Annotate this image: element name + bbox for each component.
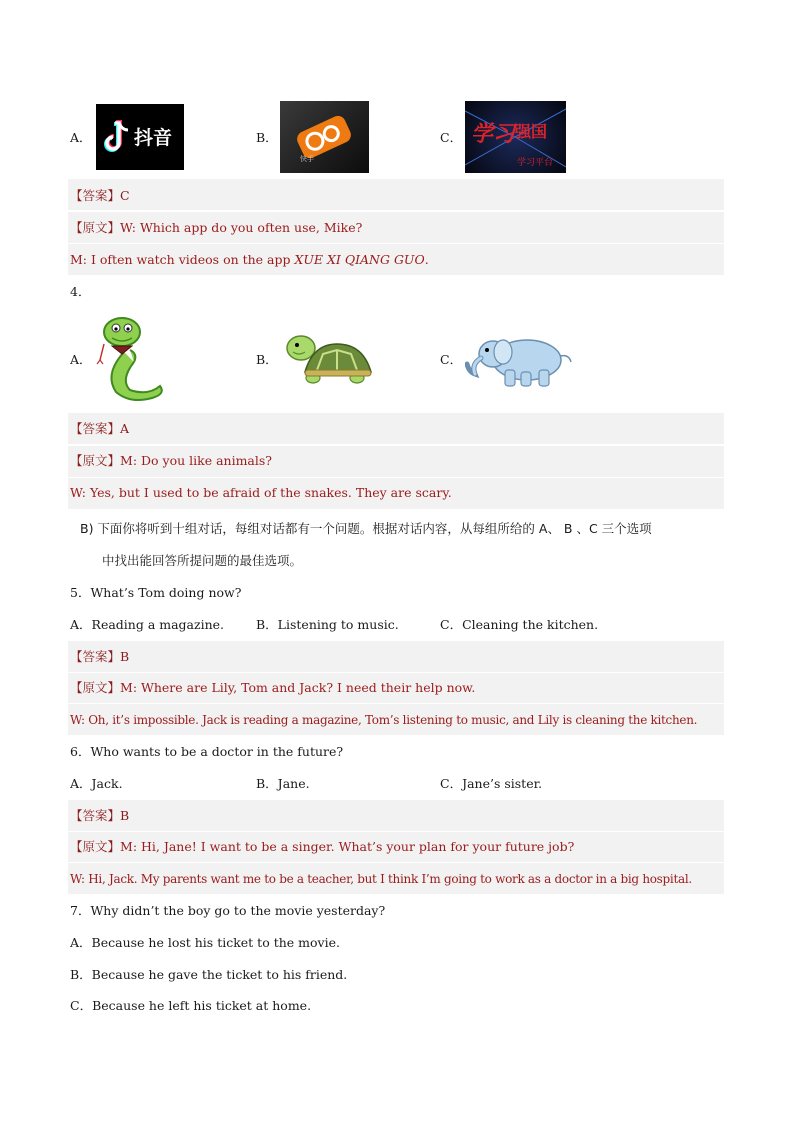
douyin-logo	[96, 104, 184, 170]
q4-number: 4．	[70, 284, 91, 299]
q5-answer-bg	[68, 641, 724, 672]
kuaishou-logo	[280, 101, 369, 173]
section-b-instruction-line-2: 中找出能回答所提问题的最佳选项。	[102, 553, 303, 568]
q6-option-b: B．Jane.	[256, 776, 310, 791]
q4-option-b-letter: B．	[256, 352, 278, 367]
xuexi-qiangguo-logo	[465, 101, 566, 173]
q3-script-line-2: M: I often watch videos on the app XUE XI QIANG GUO.	[70, 252, 429, 267]
q6-answer-bg	[68, 800, 724, 831]
q6-script-line-1: 【原文】M: Hi, Jane! I want to be a singer. What’s your plan for your future job?	[70, 839, 575, 854]
q6-question: 6．Who wants to be a doctor in the future?	[70, 744, 344, 759]
q4-option-a-letter: A．	[70, 352, 92, 367]
q3-answer: 【答案】C	[70, 188, 130, 203]
elephant-image	[465, 334, 575, 390]
svg-text:强国: 强国	[515, 122, 548, 141]
q5-answer: 【答案】B	[70, 649, 130, 664]
q3-script-line-1: 【原文】W: Which app do you often use, Mike?	[70, 220, 363, 235]
q4-answer: 【答案】A	[70, 421, 130, 436]
section-b-instruction-line-1: B) 下面你将听到十组对话，每组对话都有一个问题。根据对话内容，从每组所给的 A、 B 、C 三个选项	[80, 521, 652, 536]
q6-answer: 【答案】B	[70, 808, 130, 823]
q7-option-a: A．Because he lost his ticket to the movie.	[70, 935, 340, 950]
q4-option-c-letter: C．	[440, 352, 463, 367]
q7-question: 7．Why didn’t the boy go to the movie yesterday?	[70, 903, 386, 918]
q3-option-c-letter: C．	[440, 130, 463, 145]
q5-option-a: A．Reading a magazine.	[70, 617, 225, 632]
douyin-logo-text: 抖音	[134, 127, 173, 149]
turtle-image	[283, 330, 375, 390]
q5-script-line-1: 【原文】M: Where are Lily, Tom and Jack? I need their help now.	[70, 680, 476, 695]
q7-option-c: C．Because he left his ticket at home.	[70, 998, 312, 1013]
q3-option-a-letter: A．	[70, 130, 92, 145]
q3-option-b-letter: B．	[256, 130, 278, 145]
kuaishou-logo-text: 快手	[300, 155, 314, 163]
q4-script-line-1: 【原文】M: Do you like animals?	[70, 453, 272, 468]
q6-option-c: C．Jane’s sister.	[440, 776, 543, 791]
q5-option-c: C．Cleaning the kitchen.	[440, 617, 599, 632]
xuexi-sub-text: 学习平台	[517, 158, 554, 168]
q5-option-b: B．Listening to music.	[256, 617, 399, 632]
q4-script-line-2: W: Yes, but I used to be afraid of the snakes. They are scary.	[70, 485, 452, 500]
svg-text:学习: 学习	[471, 122, 516, 147]
q5-question: 5．What’s Tom doing now?	[70, 585, 242, 600]
q5-script-line-2: W: Oh, it’s impossible. Jack is reading a magazine, Tom’s listening to music, and Lily is cleaning the kitchen.	[70, 713, 698, 727]
q6-script-line-2: W: Hi, Jack. My parents want me to be a teacher, but I think I’m going to work as a doctor in a big hospital.	[70, 872, 692, 886]
q3-answer-bg	[68, 179, 724, 210]
snake-image	[94, 314, 168, 404]
q4-answer-bg	[68, 413, 724, 444]
q6-option-a: A．Jack.	[70, 776, 123, 791]
q7-option-b: B．Because he gave the ticket to his friend.	[70, 967, 348, 982]
